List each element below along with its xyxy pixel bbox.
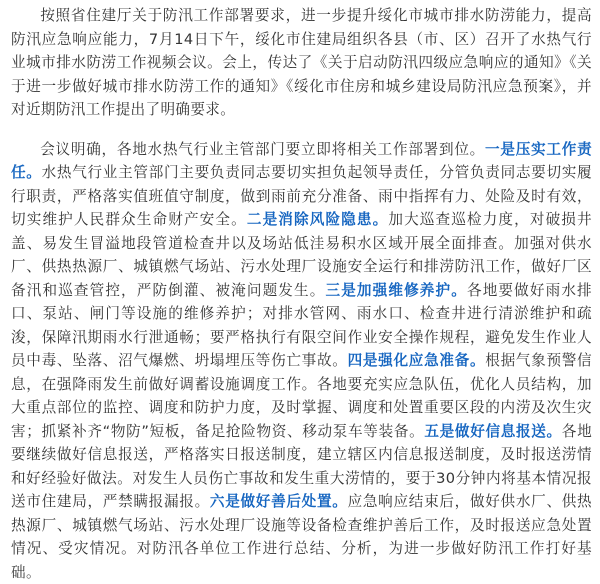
point-5-heading: 五是做好信息报送。 [424,423,561,440]
point-3-text: 各地要做好雨水排口、泵站、闸门等设施的维修养护；对排水管网、雨水口、检查井进行清淤维护和疏浚，保障汛期雨水行泄通畅；要严格执行有限空间作业安全操作规程，避免发生作业人员中毒、坠落、沼气爆燃、坍塌埋压等伤亡事故。 [11,282,592,370]
point-4-text: 根据气象预警信息，在强降雨发生前做好调蓄设施调度工作。各地要充实应急队伍，优化人员结构，加大重点部位的监控、调度和防护力度，及时掌握、调度和处置重要区段的内涝及次生灾害；抓紧补齐“物防”短板，备足抢险物资、移动泵车等装备。 [11,352,592,440]
point-5-text: 各地要继续做好信息报送，严格落实日报送制度，建立辖区内信息报送制度，及时报送涝情和好经验好做法。对发生人员伤亡事故和发生重大涝情的，要于30分钟内将基本情况报送市住建局，严禁瞒报漏报。 [11,423,592,511]
point-2-heading: 二是消除风险隐患。 [247,211,389,228]
point-1-text: 水热气行业主管部门主要负责同志要切实担负起领导责任，分管负责同志要切实履行职责，严格落实值班值守制度，做到雨前充分准备、雨中指挥有力、处险及时有效，切实维护人民群众生命财产安全。 [11,164,592,228]
meeting-lead-text: 会议明确，各地水热气行业主管部门要立即将相关工作部署到位。 [40,141,485,158]
intro-paragraph: 按照省住建厅关于防汛工作部署要求，进一步提升绥化市城市排水防涝能力，提高防汛应急响应能力，7月14日下午，绥化市住建局组织各县（市、区）召开了水热气行业城市排水防涝工作视频会议。会上，传达了《关于启动防汛四级应急响应的通知》《关于进一步做好城市排水防涝工作的通知》《绥化市住房和城乡建设局防汛应急预案》，并对近期防汛工作提出了明确要求。 [11,4,592,122]
point-3-heading: 三是加强维修养护。 [325,282,467,299]
point-2-text: 加大巡查巡检力度，对破损井盖、易发生冒溢地段管道检查井以及场站低洼易积水区域开展全面排查。加强对供水厂、供热热源厂、城镇燃气场站、污水处理厂设施安全运行和排涝防汛工作，做好厂区备汛和巡查管控，严防倒灌、被淹问题发生。 [11,211,592,299]
point-1-heading: 一是压实工作责任。 [11,141,592,182]
meeting-paragraph [11,138,592,584]
point-6-text: 应急响应结束后，做好供水厂、供热热源厂、城镇燃气场站、污水处理厂设施等设备检查维护善后工作，及时报送应急处置情况、受灾情况。对防汛各单位工作进行总结、分析，为进一步做好防汛工作打好基础。 [11,493,592,581]
point-6-heading: 六是做好善后处置。 [210,493,348,510]
paragraph-spacer [11,122,592,138]
point-4-heading: 四是强化应急准备。 [348,352,486,369]
